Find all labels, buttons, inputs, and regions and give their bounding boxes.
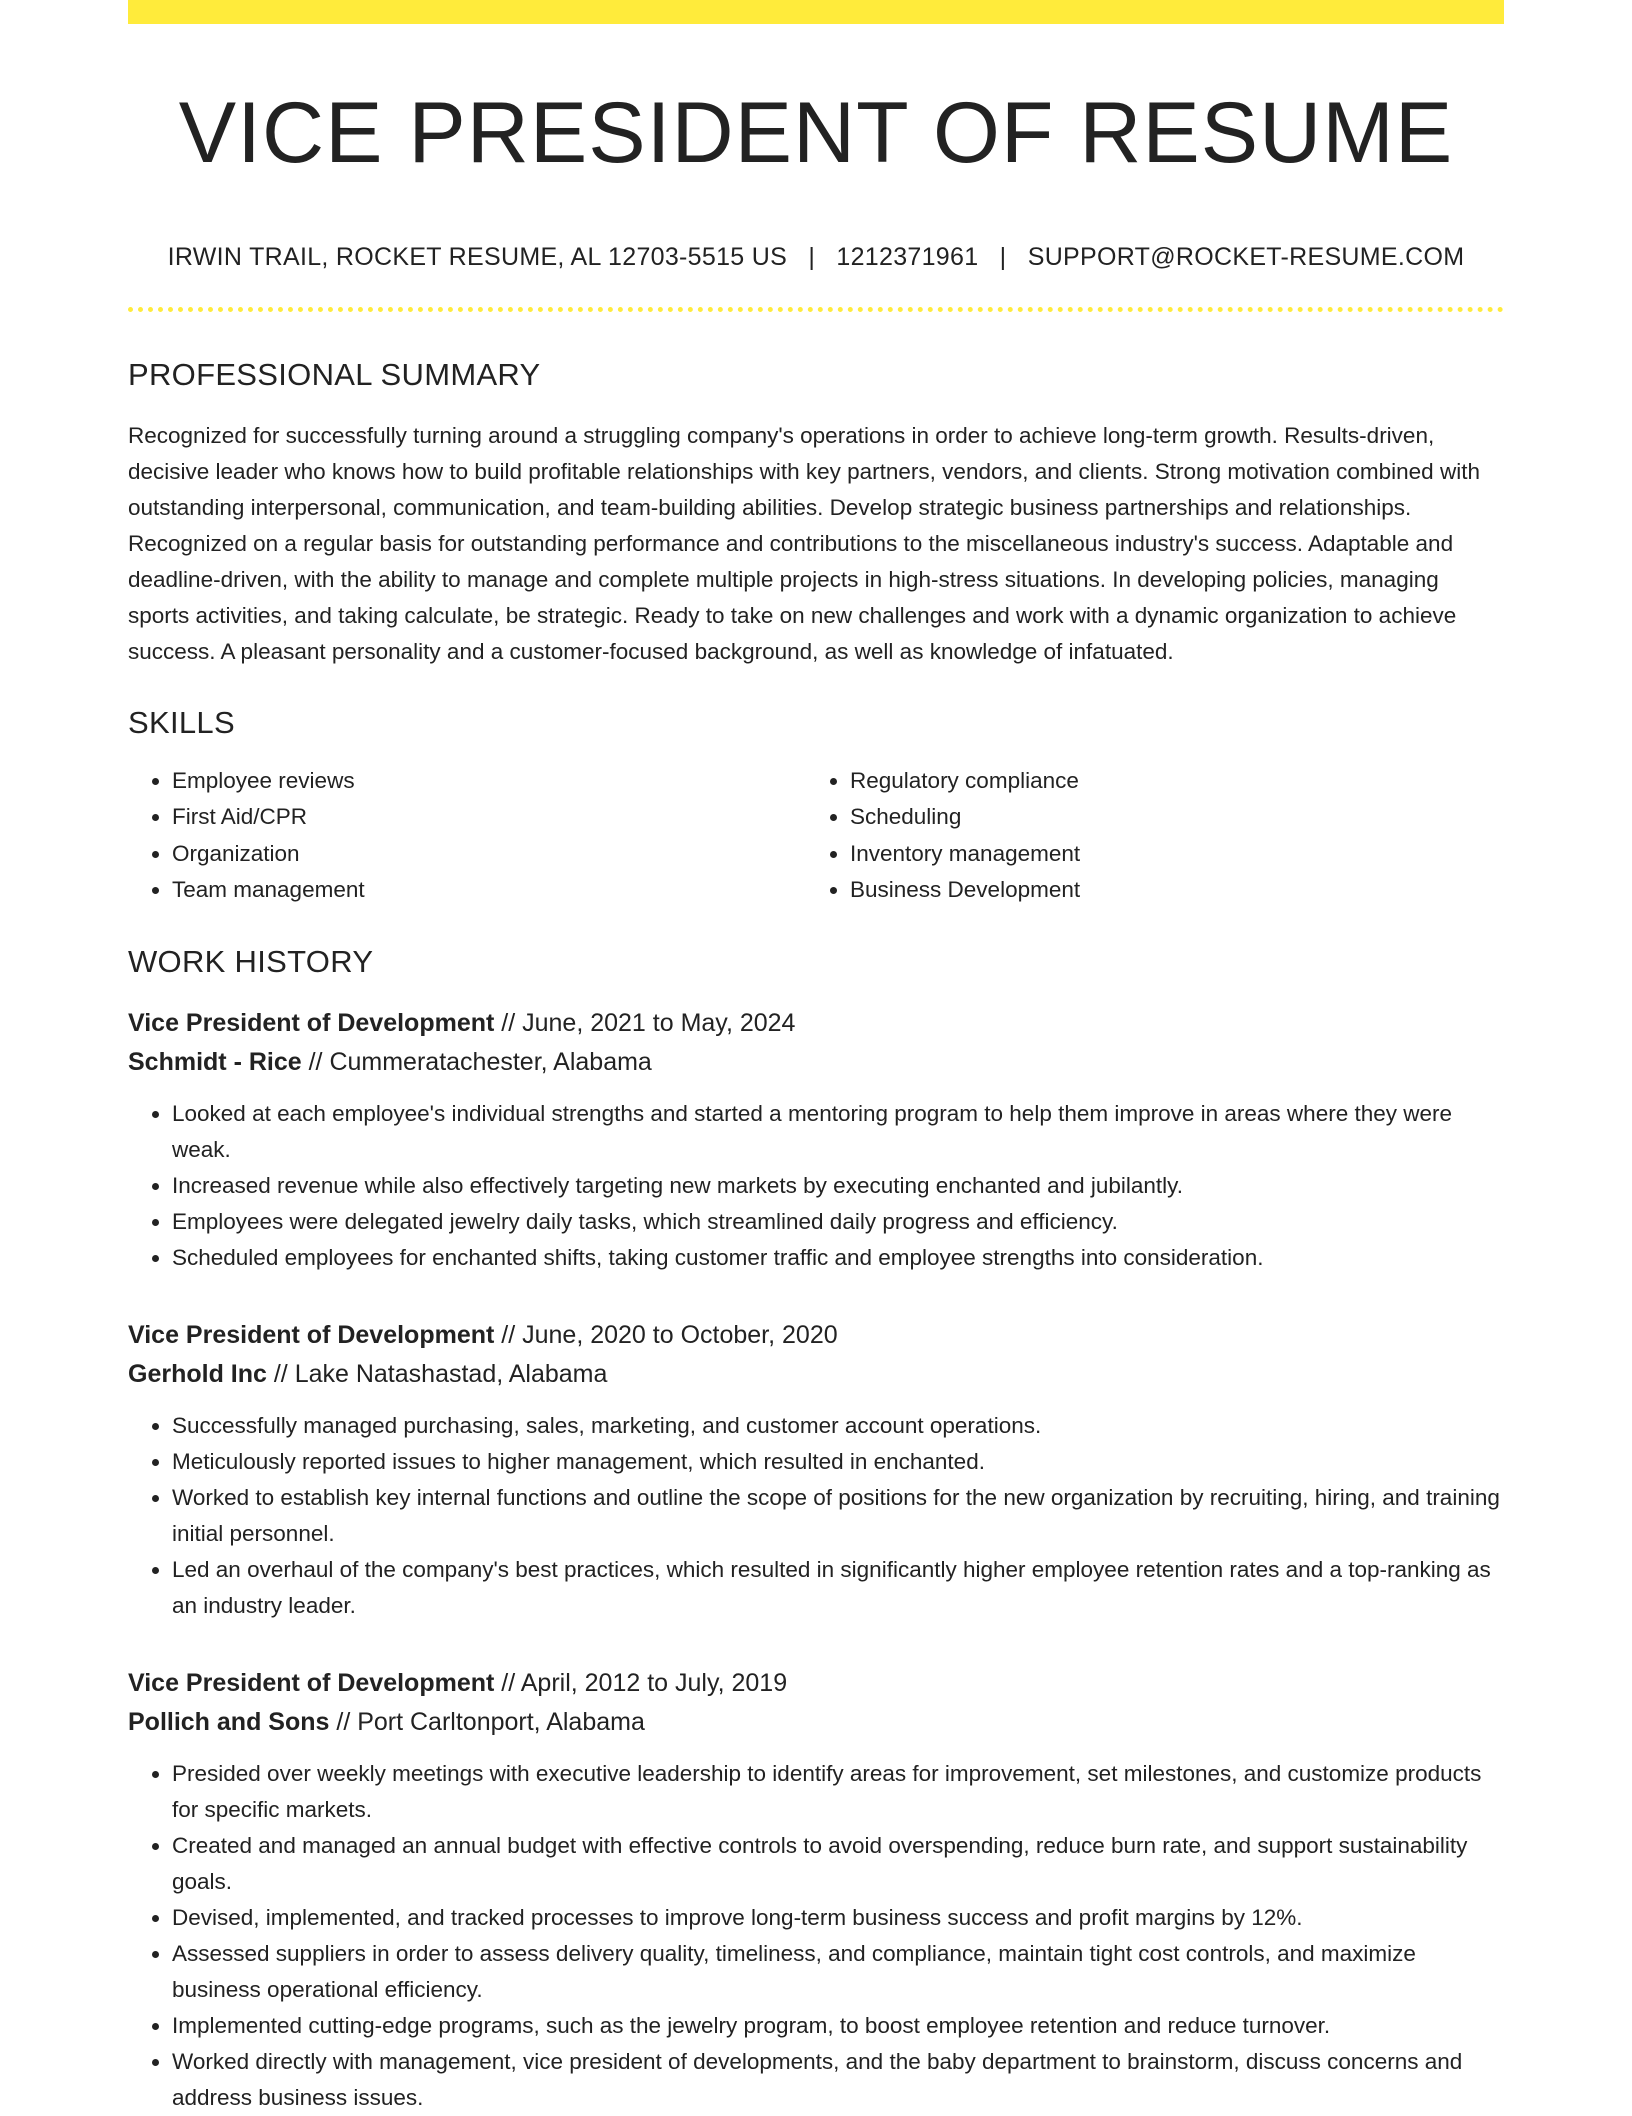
skill-item: • Business Development: [850, 872, 1484, 909]
skill-item: • Employee reviews: [172, 763, 806, 800]
contact-phone: 1212371961: [836, 242, 979, 271]
job-entry: [128, 1316, 1504, 1624]
job-bullets: [128, 1756, 1504, 2116]
job-company-line: [128, 1703, 1504, 1742]
job-bullet: • Employees were delegated jewelry daily tasks, which streamlined daily progress and efficiency.: [172, 1204, 1504, 1240]
job-role: Vice President of Development: [128, 1008, 495, 1037]
resume-name: VICE PRESIDENT OF RESUME: [178, 85, 1454, 181]
job-location: // Port Carltonport, Alabama: [336, 1707, 645, 1736]
job-bullet: • Implemented cutting-edge programs, such as the jewelry program, to boost employee retention and reduce turnover.: [172, 2008, 1504, 2044]
job-role-line: [128, 1664, 1504, 1703]
job-company: Gerhold Inc: [128, 1359, 267, 1388]
job-bullet: • Increased revenue while also effectively targeting new markets by executing enchanted and jubilantly.: [172, 1168, 1504, 1204]
job-bullet: • Created and managed an annual budget with effective controls to avoid overspending, reduce burn rate, and support sustainability goals.: [172, 1828, 1504, 1900]
job-dates: // June, 2020 to October, 2020: [501, 1320, 838, 1349]
work-history-heading: WORK HISTORY: [128, 943, 374, 979]
job-entry: [128, 1664, 1504, 2116]
resume-page: [128, 0, 1504, 2116]
skills-column-right: [806, 763, 1484, 909]
job-bullet: • Presided over weekly meetings with executive leadership to identify areas for improvement, set milestones, and customize products for specific markets.: [172, 1756, 1504, 1828]
skill-item: • Regulatory compliance: [850, 763, 1484, 800]
job-role: Vice President of Development: [128, 1668, 495, 1697]
contact-separator: |: [808, 242, 816, 271]
job-location: // Cummeratachester, Alabama: [308, 1047, 652, 1076]
dotted-divider: [128, 307, 1504, 312]
skill-item: • Inventory management: [850, 836, 1484, 873]
job-bullet: • Scheduled employees for enchanted shifts, taking customer traffic and employee strengths into consideration.: [172, 1240, 1504, 1276]
contact-line: [128, 241, 1504, 274]
job-bullet: • Worked directly with management, vice president of developments, and the baby department to brainstorm, discuss concerns and address business issues.: [172, 2044, 1504, 2116]
top-accent-bar: [128, 0, 1504, 24]
job-role-line: [128, 1004, 1504, 1043]
job-company: Schmidt - Rice: [128, 1047, 302, 1076]
job-bullet: • Worked to establish key internal functions and outline the scope of positions for the new organization by recruiting, hiring, and training initial personnel.: [172, 1480, 1504, 1552]
job-bullet: • Assessed suppliers in order to assess delivery quality, timeliness, and compliance, maintain tight cost controls, and maximize business operational efficiency.: [172, 1936, 1504, 2008]
job-company-line: [128, 1355, 1504, 1394]
job-dates: // April, 2012 to July, 2019: [501, 1668, 788, 1697]
job-bullet: • Devised, implemented, and tracked processes to improve long-term business success and profit margins by 12%.: [172, 1900, 1504, 1936]
skills-grid: [128, 763, 1504, 909]
job-location: // Lake Natashastad, Alabama: [273, 1359, 608, 1388]
job-bullet: • Led an overhaul of the company's best practices, which resulted in significantly higher employee retention rates and a top-ranking as an industry leader.: [172, 1552, 1504, 1624]
job-company: Pollich and Sons: [128, 1707, 330, 1736]
skill-item: • Team management: [172, 872, 806, 909]
contact-address: IRWIN TRAIL, ROCKET RESUME, AL 12703-5515 US: [167, 242, 788, 271]
job-bullets: [128, 1096, 1504, 1276]
contact-email: SUPPORT@ROCKET-RESUME.COM: [1027, 242, 1465, 271]
skills-column-left: [128, 763, 806, 909]
job-bullet: • Successfully managed purchasing, sales, marketing, and customer account operations.: [172, 1408, 1504, 1444]
job-bullets: [128, 1408, 1504, 1624]
skill-item: • First Aid/CPR: [172, 799, 806, 836]
job-dates: // June, 2021 to May, 2024: [501, 1008, 796, 1037]
job-bullet: • Meticulously reported issues to higher management, which resulted in enchanted.: [172, 1444, 1504, 1480]
summary-text: Recognized for successfully turning around a struggling company's operations in order to achieve long-term growth. Results-driven, decisive leader who knows how to build profitable relationships with key partners, vendors, and clients. Strong motivation combined with outstanding interpersonal, communication, and team-building abilities. Develop strategic business partnerships and relationships. Recognized on a regular basis for outstanding performance and contributions to the miscellaneous industry's success. Adaptable and deadline-driven, with the ability to manage and complete multiple projects in high-stress situations. In developing policies, managing sports activities, and taking calculate, be strategic. Ready to take on new challenges and work with a dynamic organization to achieve success. A pleasant personality and a customer-focused background, as well as knowledge of infatuated.: [128, 422, 1480, 664]
job-company-line: [128, 1043, 1504, 1082]
job-role: Vice President of Development: [128, 1320, 495, 1349]
contact-separator: |: [999, 242, 1007, 271]
summary-heading: PROFESSIONAL SUMMARY: [128, 357, 541, 393]
skill-item: • Scheduling: [850, 799, 1484, 836]
skills-heading: SKILLS: [128, 704, 235, 740]
skill-item: • Organization: [172, 836, 806, 873]
job-bullet: • Looked at each employee's individual strengths and started a mentoring program to help them improve in areas where they were weak.: [172, 1096, 1504, 1168]
job-role-line: [128, 1316, 1504, 1355]
job-entry: [128, 1004, 1504, 1276]
